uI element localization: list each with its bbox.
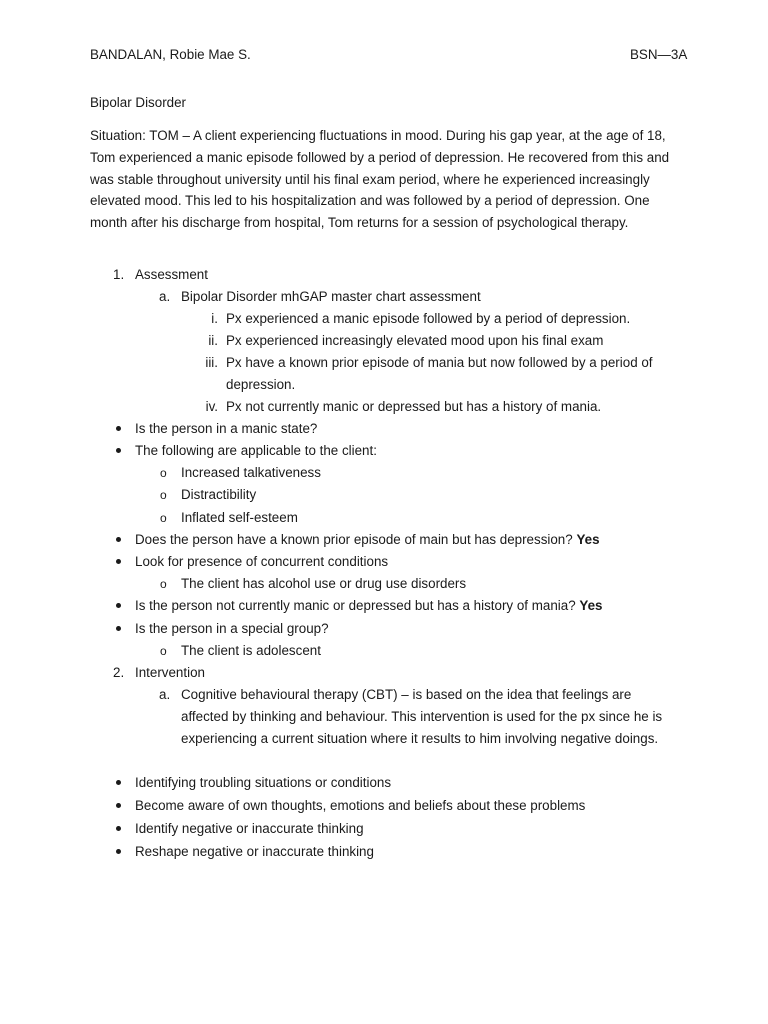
bullet-item-identify: Identify negative or inaccurate thinking — [135, 821, 364, 836]
bullet-icon — [116, 426, 121, 431]
sub-item-talkativeness: Increased talkativeness — [181, 465, 321, 480]
bullet-icon — [116, 626, 121, 631]
bullet-item-special-group: Is the person in a special group? — [135, 621, 329, 636]
roman-item-4: Px not currently manic or depressed but has a history of mania. — [226, 399, 602, 414]
bullet-item-reshape: Reshape negative or inaccurate thinking — [135, 844, 374, 859]
cbt-item: Cognitive behavioural therapy (CBT) – is based on the idea that feelings are affected by thinking and behaviour. This intervention is used for the px since he is experiencing a current situation where it results to him involving negative doings. — [181, 687, 663, 746]
bullet-icon — [116, 448, 121, 453]
roman-item-3: Px have a known prior episode of mania but now followed by a period of depression. — [226, 355, 653, 392]
roman-item-2: Px experienced increasingly elevated mood upon his final exam — [226, 333, 604, 348]
question-text: Is the person not currently manic or depressed but has a history of mania? — [135, 598, 576, 613]
roman-marker-4: iv. — [205, 399, 218, 414]
list-number-1: 1. — [113, 267, 125, 282]
intervention-heading: Intervention — [135, 665, 205, 680]
roman-marker-2: ii. — [208, 333, 218, 348]
sub-item-adolescent: The client is adolescent — [181, 643, 321, 658]
bullet-icon — [116, 803, 121, 808]
bullet-item-prior-episode — [135, 529, 600, 551]
assessment-heading: Assessment — [135, 267, 208, 282]
circle-bullet-icon: o — [160, 577, 167, 591]
answer-yes: Yes — [576, 532, 600, 547]
answer-yes: Yes — [579, 598, 603, 613]
section-label: BSN—3A — [630, 47, 688, 62]
bullet-item-aware: Become aware of own thoughts, emotions and beliefs about these problems — [135, 798, 586, 813]
bullet-item-manic-state: Is the person in a manic state? — [135, 421, 318, 436]
bullet-icon — [116, 826, 121, 831]
situation-paragraph — [90, 125, 680, 234]
mhgap-item: Bipolar Disorder mhGAP master chart assessment — [181, 289, 481, 304]
roman-item-1: Px experienced a manic episode followed by a period of depression. — [226, 311, 631, 326]
circle-bullet-icon: o — [160, 511, 167, 525]
list-letter-a: a. — [159, 687, 171, 702]
circle-bullet-icon: o — [160, 644, 167, 658]
circle-bullet-icon: o — [160, 488, 167, 502]
bullet-item-history-mania — [135, 595, 602, 617]
bullet-icon — [116, 780, 121, 785]
sub-item-self-esteem: Inflated self-esteem — [181, 510, 298, 525]
author-name: BANDALAN, Robie Mae S. — [90, 47, 251, 62]
list-number-2: 2. — [113, 665, 125, 680]
roman-marker-1: i. — [211, 311, 218, 326]
bullet-icon — [116, 559, 121, 564]
question-text: Does the person have a known prior episode of main but has depression? — [135, 532, 573, 547]
bullet-item-troubling: Identifying troubling situations or conditions — [135, 775, 392, 790]
sub-item-distractibility: Distractibility — [181, 487, 257, 502]
bullet-icon — [116, 537, 121, 542]
sub-item-alcohol: The client has alcohol use or drug use disorders — [181, 576, 467, 591]
document-title: Bipolar Disorder — [90, 95, 187, 110]
list-letter-a: a. — [159, 289, 171, 304]
bullet-icon — [116, 849, 121, 854]
circle-bullet-icon: o — [160, 466, 167, 480]
roman-marker-3: iii. — [205, 355, 218, 370]
bullet-item-concurrent: Look for presence of concurrent conditions — [135, 554, 389, 569]
bullet-item-applicable: The following are applicable to the client: — [135, 443, 377, 458]
situation-text: Situation: TOM – A client experiencing fluctuations in mood. During his gap year, at the age of 18, Tom experienced a manic episode followed by a period of depression. He recovered from this and was stable throughout university until his final exam period, where he experienced increasingly elevated mood. This led to his hospitalization and was followed by a period of depression. One month after his discharge from hospital, Tom returns for a session of psychological therapy. — [90, 128, 670, 231]
bullet-icon — [116, 603, 121, 608]
